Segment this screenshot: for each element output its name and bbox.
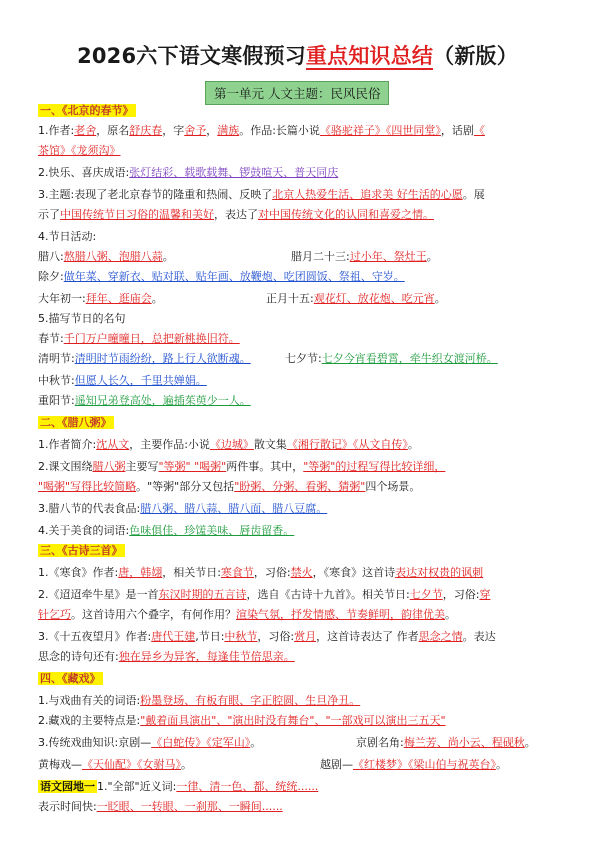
text-segment: 4.节日活动: [38, 230, 97, 243]
text-segment: "等粥" "喝粥" [158, 460, 227, 473]
page-title [0, 40, 595, 70]
text-segment: 《天仙配》《女驸马》 [82, 758, 181, 771]
section-heading-5 [38, 780, 318, 794]
text-line [38, 270, 405, 284]
text-segment: 表示时间快: [38, 800, 97, 813]
text-segment: 沈从文 [96, 438, 130, 451]
text-segment: 独在异乡为异客，每逢佳节倍思亲。 [118, 650, 295, 663]
text-segment: 。 [426, 250, 438, 263]
text-segment: ，习俗: [253, 566, 291, 579]
text-segment: 2.《迢迢牵牛星》是一首 [38, 588, 159, 601]
text-segment: 3.《十五夜望月》作者: [38, 630, 152, 643]
text-segment: 。 [496, 758, 507, 771]
text-segment: 。 [445, 608, 456, 621]
text-segment: 1.作者简介: [38, 438, 97, 451]
text-segment: ， [206, 124, 218, 137]
text-segment: 《红楼梦》《梁山伯与祝英台》 [353, 758, 496, 771]
text-line [38, 714, 446, 728]
text-segment: 四、《藏戏》 [40, 672, 101, 685]
text-segment: 唐代王建 [151, 630, 196, 643]
text-segment: ，字 [162, 124, 185, 137]
text-segment: 。 [162, 250, 174, 263]
text-segment: 越剧— [320, 758, 353, 771]
text-segment: 禁火 [290, 566, 313, 579]
text-segment: 。展 [462, 188, 485, 201]
text-segment: 3.腊八节的代表食品: [38, 502, 141, 515]
text-segment: 。 [181, 758, 192, 771]
text-segment: 张灯结彩、载歌载舞、锣鼓喧天、普天同庆 [129, 166, 339, 179]
section-heading-2 [38, 416, 114, 430]
text-segment: 《骆驼祥子》《四世同堂》 [319, 124, 441, 137]
text-line [38, 124, 485, 138]
text-segment: 。 [250, 736, 262, 749]
text-segment: 东汉时期的五言诗 [158, 588, 247, 601]
text-segment: 舒庆春 [129, 124, 163, 137]
text-segment: 。表达 [462, 630, 496, 643]
text-segment: 4.关于美食的词语: [38, 524, 130, 537]
text-segment: 两件事。其中， [226, 460, 304, 473]
text-line [291, 250, 438, 264]
text-segment: 1.与戏曲有关的词语: [38, 694, 141, 707]
text-segment: 过小年、祭灶王 [349, 250, 427, 263]
text-segment: 三、《古诗三首》 [40, 544, 123, 557]
text-segment: 千门万户曈曈日，总把新桃换旧符。 [63, 332, 240, 345]
text-segment: "盼粥、分粥、看粥、猜粥" [234, 480, 366, 493]
text-line [38, 166, 338, 180]
text-line [38, 480, 420, 494]
text-segment: 对中国传统文化的认同和喜爱之情。 [258, 208, 434, 221]
text-segment: ，相关节日: [162, 566, 221, 579]
text-segment: 1."全部"近义词: [97, 780, 177, 793]
text-segment: 。 [434, 292, 446, 305]
text-line [38, 208, 434, 222]
text-segment: 七夕今宵看碧霄，牵牛织女渡河桥。 [321, 352, 498, 365]
text-segment: 北京人热爱生活、追求美 好生活的心愿 [272, 188, 463, 201]
text-line [38, 352, 251, 366]
text-segment: 粉墨登场、有板有眼、字正腔圆、生旦净丑。 [140, 694, 361, 707]
text-segment: 示了 [38, 208, 60, 221]
text-segment: 除夕: [38, 270, 64, 283]
text-line [38, 650, 295, 664]
text-segment: 。 [151, 292, 163, 305]
text-segment: 熬腊八粥、泡腊八蒜 [63, 250, 163, 263]
text-segment: 黄梅戏— [38, 758, 82, 771]
text-line [38, 460, 445, 474]
text-line [320, 758, 507, 772]
text-segment: 一律、清一色、都、统统...... [176, 780, 319, 793]
text-segment: ，话剧 [440, 124, 474, 137]
text-line [38, 608, 456, 622]
text-segment: 穿 [479, 588, 491, 601]
text-segment: 《湘行散记》《从文自传》 [286, 438, 408, 451]
text-segment: ，这首诗表达了 作者 [316, 630, 419, 643]
text-segment: 色味俱佳、珍馐美味、唇齿留香。 [129, 524, 295, 537]
text-line [38, 332, 240, 346]
text-segment: ，选自《古诗十九首》。相关节日: [246, 588, 410, 601]
text-segment: 腊八: [38, 250, 64, 263]
section-heading-3 [38, 544, 125, 558]
text-segment: 中秋节 [224, 630, 258, 643]
text-line [38, 502, 327, 516]
text-segment: 二、《腊八粥》 [40, 416, 112, 429]
text-segment: 思念之情 [418, 630, 463, 643]
text-segment: ，主要作品:小说 [129, 438, 210, 451]
text-segment: 一、《北京的春节》 [40, 104, 134, 117]
text-line [38, 736, 261, 750]
text-segment: 做年菜、穿新衣、贴对联、贴年画、放鞭炮、吃团圆饭、祭祖、守岁。 [63, 270, 405, 283]
text-line [38, 758, 192, 772]
text-segment: ，《寒食》这首诗 [312, 566, 396, 579]
text-segment: 3.传统戏曲知识:京剧— [38, 736, 152, 749]
text-segment: 5.描写节日的名句 [38, 312, 126, 325]
text-segment: 四个场景。 [365, 480, 421, 493]
text-segment: ,节日: [195, 630, 225, 643]
text-line [38, 394, 251, 408]
text-segment: 茶馆》《龙须沟》 [38, 144, 121, 157]
text-segment: "等粥"的过程写得比较详细， [303, 460, 446, 473]
text-line [38, 250, 174, 264]
text-line [38, 588, 490, 602]
text-segment: 。 [524, 736, 536, 749]
text-line [38, 630, 496, 644]
text-segment: 观花灯、放花炮、吃元宵 [313, 292, 435, 305]
text-segment: 春节: [38, 332, 64, 345]
text-segment: 唐，韩翃 [118, 566, 163, 579]
text-segment: "喝粥"写得比较简略 [38, 480, 137, 493]
text-segment: 2.快乐、喜庆成语: [38, 166, 130, 179]
text-line [38, 312, 126, 326]
text-segment: 梅兰芳、尚小云、程砚秋 [403, 736, 525, 749]
text-segment: 舍予 [184, 124, 207, 137]
text-segment: 腊八粥 [92, 460, 126, 473]
text-line [38, 438, 419, 452]
text-segment: 主要写 [125, 460, 159, 473]
text-segment: 清明节: [38, 352, 75, 365]
text-segment: 。"等粥"部分又包括 [136, 480, 235, 493]
text-segment: 满族 [217, 124, 240, 137]
text-segment: 重阳节: [38, 394, 75, 407]
text-segment: ，原名 [96, 124, 130, 137]
text-segment: 《白蛇传》《定军山》 [151, 736, 251, 749]
text-segment: 。这首诗用六个叠字，有何作用？ [71, 608, 236, 621]
title-main: 2026六下语文寒假预习 [77, 44, 306, 68]
text-line [38, 524, 294, 538]
text-segment: 语文园地一 [40, 780, 95, 793]
text-line [356, 736, 536, 750]
text-segment: 1.《寒食》作者: [38, 566, 119, 579]
text-line [266, 292, 446, 306]
text-segment: 腊八粥、腊八蒜、腊八面、腊八豆腐。 [140, 502, 328, 515]
text-line [38, 230, 96, 244]
text-segment: 遥知兄弟登高处，遍插茱萸少一人。 [74, 394, 251, 407]
text-segment: 大年初一: [38, 292, 86, 305]
text-segment: 散文集 [253, 438, 287, 451]
text-segment: 寒食节 [220, 566, 254, 579]
text-line [38, 694, 360, 708]
unit-heading: 第一单元 人文主题：民风民俗 [205, 81, 389, 105]
text-segment: 中秋节: [38, 374, 75, 387]
text-segment: ，习俗: [257, 630, 295, 643]
text-segment: 表达对权贵的讽刺 [395, 566, 484, 579]
text-segment: 1.作者: [38, 124, 75, 137]
text-segment: ，习俗: [442, 588, 480, 601]
section-heading-4 [38, 672, 103, 686]
text-segment: 《 [473, 124, 485, 137]
text-segment: 2.课文围绕 [38, 460, 93, 473]
text-line [285, 352, 498, 366]
text-segment: 七夕节: [285, 352, 322, 365]
text-segment: 七夕节 [409, 588, 443, 601]
text-segment: 腊月二十三: [291, 250, 350, 263]
text-segment: 3.主题:表现了老北京春节的隆重和热闹、反映了 [38, 188, 273, 201]
text-segment: 京剧名角: [356, 736, 404, 749]
text-line [38, 188, 485, 202]
text-segment: 赏月 [294, 630, 317, 643]
text-segment: 针乞巧 [38, 608, 71, 621]
text-line [38, 374, 207, 388]
text-segment: 拜年、逛庙会 [85, 292, 152, 305]
text-segment: 思念的诗句还有: [38, 650, 119, 663]
text-segment: 中国传统节日习俗的温馨和美好 [60, 208, 214, 221]
text-segment: 《边城》 [209, 438, 254, 451]
title-tail: （新版） [433, 44, 518, 68]
text-segment: ，表达了 [214, 208, 258, 221]
text-line [38, 566, 483, 580]
title-highlight: 重点知识总结 [305, 44, 434, 68]
text-segment: 一眨眼、一转眼、一刹那、一瞬间...... [96, 800, 283, 813]
text-segment: 2.藏戏的主要特点是: [38, 714, 141, 727]
text-line [38, 292, 163, 306]
text-segment: 清明时节雨纷纷，路上行人欲断魂。 [74, 352, 251, 365]
text-segment: 但愿人长久，千里共婵娟。 [74, 374, 207, 387]
text-line [38, 144, 121, 158]
section-heading-1 [38, 104, 136, 118]
text-segment: 正月十五: [266, 292, 314, 305]
text-segment: 老舍 [74, 124, 97, 137]
text-segment: 。作品:长篇小说 [239, 124, 320, 137]
text-segment: 。 [407, 438, 419, 451]
text-line [38, 800, 283, 814]
text-segment: "戴着面具演出"、"演出时没有舞台"、"一部戏可以演出三五天" [140, 714, 446, 727]
text-segment: 渲染气氛，抒发情感、节奏鲜明，韵律优美 [236, 608, 445, 621]
